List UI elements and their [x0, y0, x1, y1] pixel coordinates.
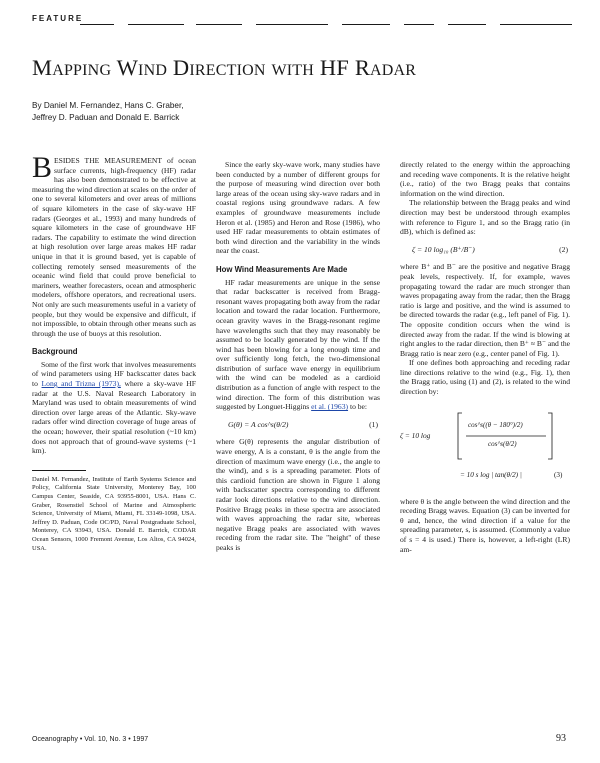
header-rule [128, 24, 184, 25]
column-3 [400, 160, 570, 554]
header-rule [342, 24, 390, 25]
equation-3-number: (3) [554, 470, 563, 479]
lead-in: ESIDES THE MEASUREMENT [54, 156, 163, 165]
header-rule [404, 24, 434, 25]
equation-3 [400, 409, 570, 489]
inversion-paragraph: where θ is the angle between the wind direction and the receding Bragg waves. Equation (3) can be inverted for θ and, hence, the wind direction if a value for the spreading parameter, s, is assumed. (Commonly a value of s = 4 is used.) There is, however, a left-right (LR) am- [400, 496, 570, 554]
equation-1 [228, 420, 378, 430]
equation-1-number: (1) [369, 419, 378, 429]
equation-1-body: G(θ) = A cos^s(θ/2) [228, 419, 289, 429]
header-rule [196, 24, 242, 25]
background-text-rest: where a sky-wave HF radar at the U.S. Naval Research Laboratory in Maryland was used to obtain measurements of wind direction over large areas of the Atlantic. Sky-wave radars offer wind direction coverage of huge areas of the ocean; however, their spatial resolution (~10 km) does not approach that of ground-wave systems (~1 km). [32, 379, 196, 456]
citation-link-longuet-higgins[interactable]: et al. (1963) [311, 402, 349, 412]
page-number: 93 [556, 733, 566, 744]
heading-how-measured: How Wind Measurements Are Made [216, 264, 348, 274]
author-line-2: Jeffrey D. Paduan and Donald E. Barrick [32, 112, 180, 122]
author-affiliations-footnote: Daniel M. Fernandez, Institute of Earth Systems Science and Policy, California State University, Monterey Bay, 100 Campus Center, Seaside, CA 93955-8001, USA. Hans C. Graber, Rosenstiel School of Marine and Atmospheric Science, University of Miami, Miami, FL 33149-1098, USA. Jeffrey D. Paduan, Code OC/PD, Naval Postgraduate School, Monterey, CA 93943, USA. Donald E. Barrick, CODAR Ocean Sensors, 1000 Fremont Avenue, Los Altos, CA 94024, USA. [32, 475, 196, 552]
bragg-peaks-paragraph: where B⁺ and B⁻ are the positive and negative Bragg peak levels, respectively. If, for example, waves propagating toward the radar are much stronger than waves propagating away from the radar, then the Bragg ratio is large and positive, and the wind is assumed to be directed towards the radar (e.g., left panel of Fig. 1). The opposite condition occurs when the wind is directed away from the radar. If the wind is blowing at right angles to the radar direction, then B⁺ ≈ B⁻ and the Bragg ratio is near zero (e.g., center panel of Fig. 1). [400, 262, 570, 358]
footnote-rule [32, 470, 86, 471]
background-paragraph [32, 360, 196, 456]
bragg-ratio-intro: The relationship between the Bragg peaks and wind direction may best be understood through examples with reference to Figure 1, and so the Bragg ratio (in dB), which is defined as: [400, 198, 570, 237]
header-rule [500, 24, 572, 25]
equation-3-denominator: cos^s(θ/2) [488, 439, 517, 448]
drop-cap: B [32, 151, 53, 184]
section-label: FEATURE [32, 14, 84, 23]
method-paragraph [216, 278, 380, 412]
intro-text: of ocean surface currents, high-frequency (HF) radar has also been demonstrated to be effective at measuring the wind direction at scales on the order of one to several kilometers and over areas of millions of square kilometers in the case of sky-wave HF radars (Georges et al., 1993) and many hundreds of square kilometers in the case of groundwave HF radars. The capability to estimate the wind direction at high resolution over large areas makes HF radar unique in that it is ground based, yet is capable of collecting remotely sensed measurements of the oceanic wind field that could prove beneficial to mariners, weather forecasters, ocean and atmospheric modelers, offshore operators, and recreational users. Not only are such measurements useful in a variety of people, but they would be expensive and difficult, if not impossible, to obtain through other means such as through the use of buoys at this resolution. [32, 156, 196, 338]
equation-2-number: (2) [559, 244, 568, 254]
equation-3-simplified: = 10 s log | tan(θ/2) | [460, 470, 522, 479]
method-text-end: to be: [349, 402, 368, 412]
studies-paragraph: Since the early sky-wave work, many studies have been conducted by a number of different groups for the purpose of measuring wind direction over both large areas of the ocean using sky-wave radars and in coastal regions using groundwave radars. A few examples of groundwave measurements include Heron et al. (1985) and Heron and Rose (1986), who used HF radar measurements to obtain estimates of both wind direction and the variability in the winds near the coast. [216, 160, 380, 256]
citation-link-long-trizna[interactable]: Long and Trizna (1973), [41, 379, 121, 389]
cardioid-paragraph: where G(θ) represents the angular distribution of wave energy, A is a constant, θ is the angle from the direction of maximum wave energy (i.e., the angle to the wind), and s is a spreading parameter. Plots of this cardioid function are shown in Figure 1 along with backscatter spectra corresponding to different radar look directions relative to the wind direction. Positive Bragg peaks in these spectra are associated with waves approaching the radar site, whereas negative Bragg peaks are associated with waves receding from the radar site. The "height" of these peaks is [216, 437, 380, 552]
journal-footer: Oceanography • Vol. 10, No. 3 • 1997 [32, 736, 149, 743]
equation-3-numerator: cos^s((θ − 180°)/2) [468, 420, 523, 429]
bragg-energy-paragraph: directly related to the energy within the approaching and receding wave components. It is the relative height (i.e., ratio) of the two Bragg peaks that contains information on the wind direction. [400, 160, 570, 198]
equation-2 [412, 245, 568, 255]
header-rule [256, 24, 328, 25]
header-rule [80, 24, 114, 25]
background-text-start: Some of the first work that involves measurements of wind parameters using HF backscatter dates back to [32, 359, 196, 389]
article-title: Mapping Wind Direction with HF Radar [32, 55, 417, 80]
intro-paragraph [32, 151, 196, 338]
equation-2-body: ζ = 10 log₁₀ (B⁺/B⁻) [412, 244, 475, 254]
header-rule [448, 24, 486, 25]
column-1 [32, 151, 196, 553]
wind-relation-paragraph: If one defines both approaching and receding radar line directions relative to the wind (e.g., Fig. 1), then the Bragg ratio, using (1) and (2), is related to the wind direction by: [400, 358, 570, 397]
method-text-start: HF radar measurements are unique in the sense that radar backscatter is received from Bragg-resonant waves propagating both away from the radar location and toward the radar location. Furthermore, ocean gravity waves in the Bragg-resonant regime have wavelengths such that they may reasonably be assumed to be locally generated by the wind. If the wind has been blowing for a long enough time and over sufficiently long fetch, the two-dimensional distribution of surface wave energy in equilibrium with the wind can be modeled as a cardioid distribution as a function of angle with respect to the wind direction. The form of this distribution was suggested by Longuet-Higgins [216, 277, 380, 412]
heading-background: Background [32, 347, 78, 357]
author-byline [32, 100, 184, 123]
column-2 [216, 160, 380, 553]
equation-3-lhs: ζ = 10 log [400, 430, 431, 440]
author-line-1: By Daniel M. Fernandez, Hans C. Graber, [32, 101, 184, 110]
